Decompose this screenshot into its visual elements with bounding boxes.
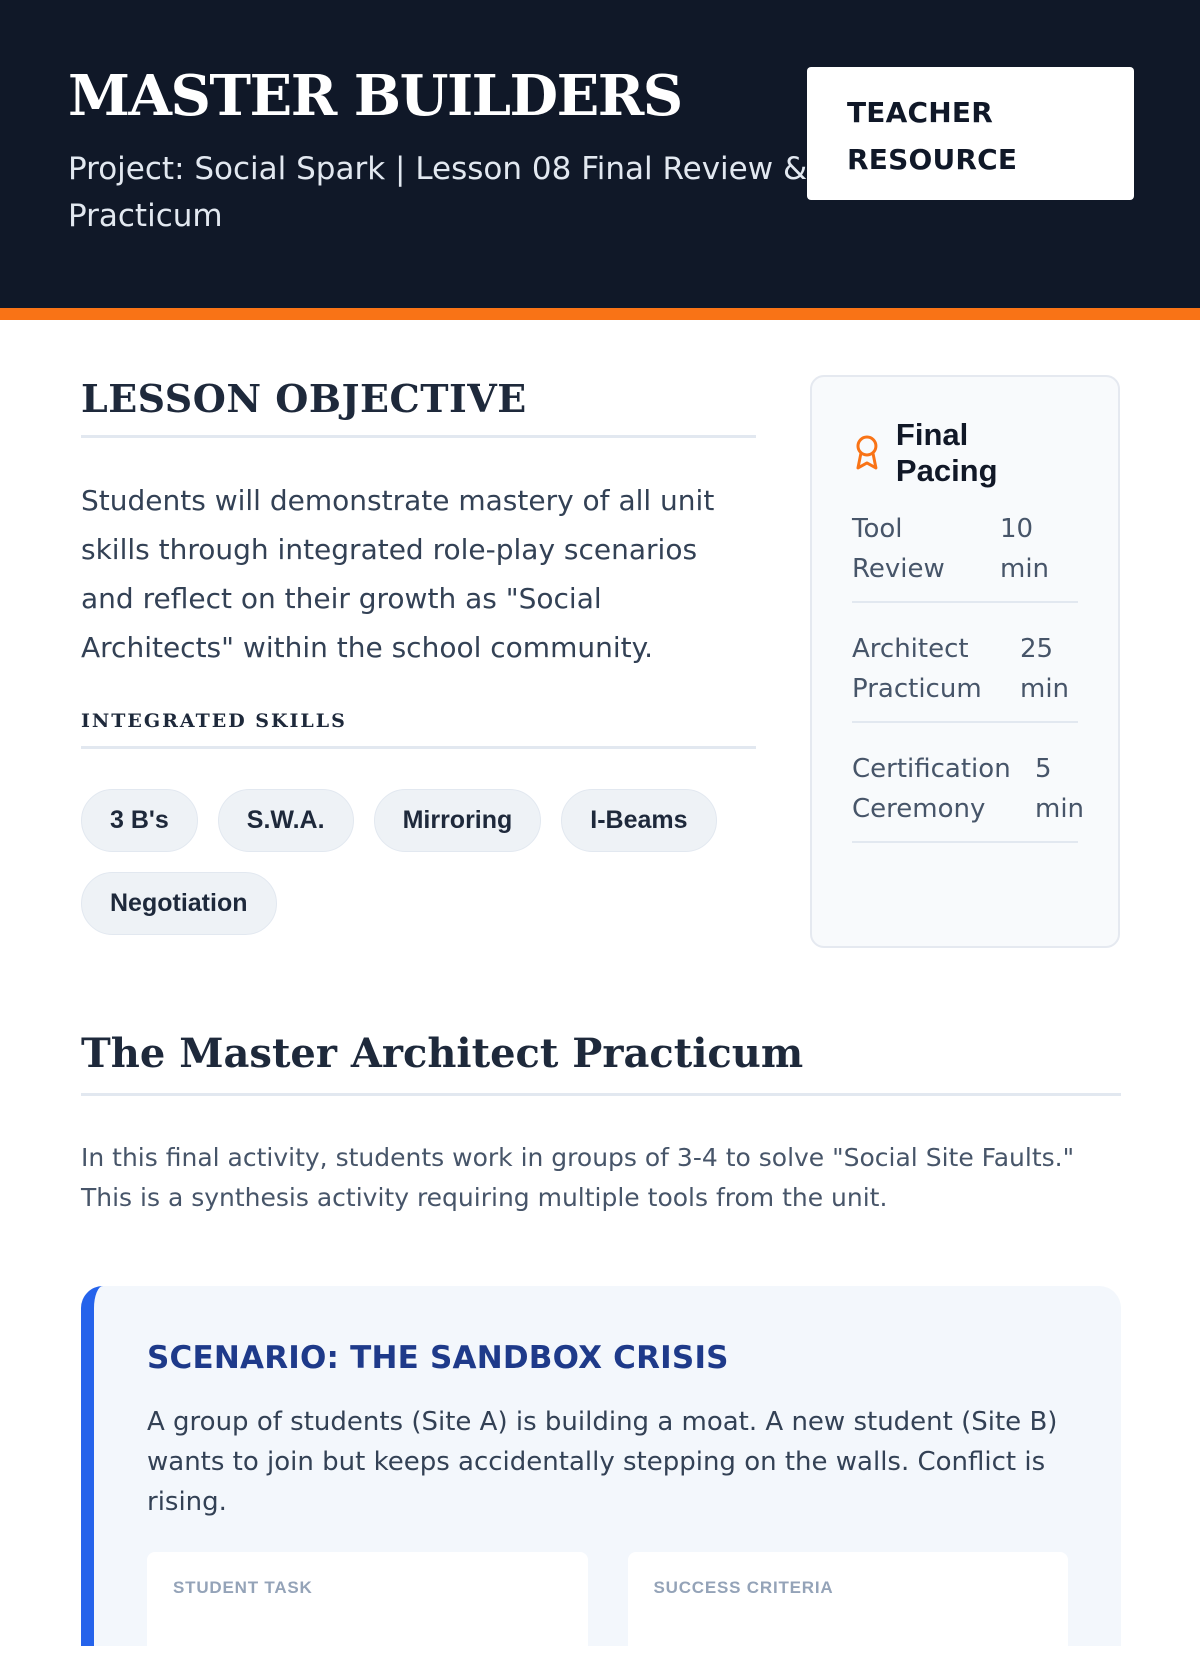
brand-title: MASTER BUILDERS — [68, 63, 682, 129]
scenario-text: A group of students (Site A) is building a moat. A new student (Site B) wants to join but keeps accidentally stepping on the walls. Conflict is rising. — [147, 1407, 1058, 1517]
pacing-activity: Architect Practicum — [852, 634, 982, 704]
scenario-panels — [147, 1552, 1068, 1672]
pacing-row — [852, 619, 1078, 723]
pacing-row — [852, 499, 1078, 603]
skill-chip: I-Beams — [561, 789, 716, 852]
objective-text: Students will demonstrate mastery of all unit skills through integrated role-play scenarios and reflect on their growth as "Social Architects" within the school community. — [81, 484, 715, 664]
project-subtitle: Project: Social Spark | Lesson 08 Final Review & Practicum — [68, 151, 808, 234]
teacher-resource-badge: TEACHER RESOURCE — [807, 67, 1134, 200]
pacing-activity: Tool Review — [852, 514, 945, 584]
pacing-time: 10 min — [1000, 514, 1050, 584]
practicum-heading: The Master Architect Practicum — [81, 1030, 1121, 1096]
skill-chip: Negotiation — [81, 872, 277, 935]
pacing-time: 25 min — [1020, 634, 1070, 704]
skill-chip: 3 B's — [81, 789, 198, 852]
practicum-section — [81, 1030, 1121, 1218]
success-criteria-panel: SUCCESS CRITERIA — [628, 1552, 1069, 1672]
pacing-title: Final Pacing — [895, 417, 998, 488]
scenario-card — [81, 1286, 1121, 1646]
pacing-row — [852, 739, 1085, 843]
scenario-title: SCENARIO: THE SANDBOX CRISIS — [147, 1340, 729, 1376]
pacing-card — [810, 375, 1120, 948]
pacing-activity: Certification Ceremony — [852, 754, 1011, 824]
skills-list — [81, 789, 756, 935]
pacing-header — [852, 417, 1078, 489]
lesson-objective-section — [81, 366, 756, 935]
skill-chip: S.W.A. — [218, 789, 354, 852]
award-ribbon-icon — [852, 434, 882, 472]
practicum-intro: In this final activity, students work in groups of 3-4 to solve "Social Site Faults." This is a synthesis activity requiring multiple tools from the unit. — [81, 1143, 1075, 1212]
skills-heading: INTEGRATED SKILLS — [81, 710, 756, 749]
objective-heading: LESSON OBJECTIVE — [81, 366, 756, 438]
page-header — [0, 0, 1200, 320]
pacing-time: 5 min — [1035, 754, 1085, 824]
skill-chip: Mirroring — [374, 789, 542, 852]
student-task-panel: STUDENT TASK — [147, 1552, 588, 1672]
